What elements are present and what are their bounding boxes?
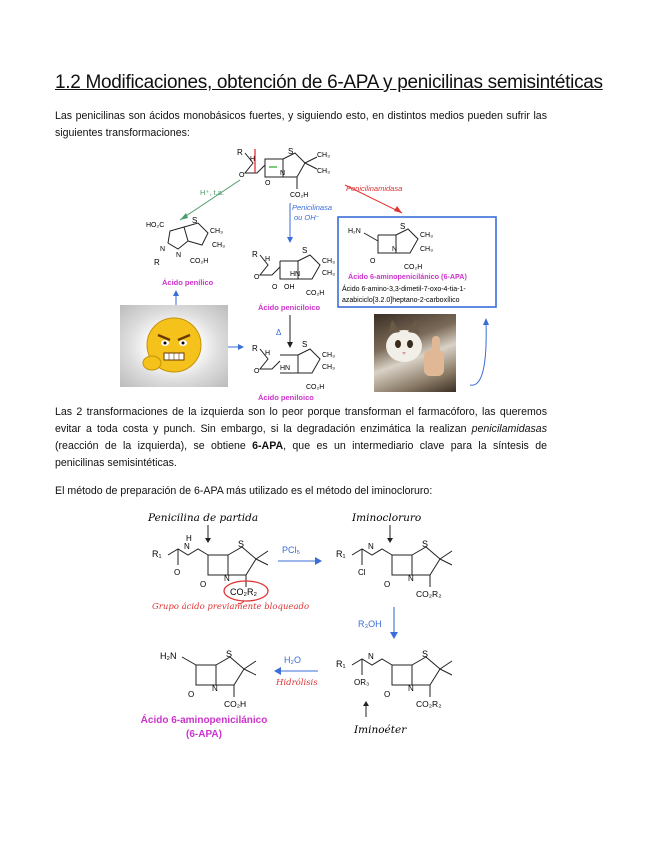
svg-text:CO₂R₂: CO₂R₂ (416, 589, 442, 599)
svg-text:Cl: Cl (358, 568, 366, 577)
apa-product-structure (160, 649, 256, 709)
reagent-hidrolisis: Hidrólisis (276, 678, 318, 688)
svg-text:N: N (392, 246, 398, 253)
svg-text:N: N (212, 684, 218, 693)
penicilloic-acid-label: Ácido peniciloico (258, 303, 321, 312)
section-title: 1.2 Modificaciones, obtención de 6-APA y penicilinas semisintéticas (55, 72, 603, 93)
svg-text:CO₂H: CO₂H (190, 258, 209, 265)
svg-text:O: O (384, 690, 391, 699)
penilloic-acid-label: Ácido peniloico (258, 393, 314, 402)
svg-text:O: O (254, 368, 260, 375)
apa-name-label: Ácido 6-aminopenicilánico (6-APA) (348, 272, 467, 281)
iminochloride-label: Iminocloruro (352, 512, 422, 524)
apa-iupac-line-2: azabiciclo[3.2.0]heptano-2-carboxílico (342, 297, 460, 304)
svg-text:CO₂H: CO₂H (224, 699, 247, 709)
svg-text:CH₃: CH₃ (420, 246, 433, 253)
svg-text:N: N (224, 574, 230, 583)
protected-acid-co2r2: CO₂R₂ (230, 587, 257, 597)
svg-text:R₁: R₁ (336, 549, 346, 559)
svg-text:CH₃: CH₃ (212, 242, 225, 249)
svg-text:S: S (302, 246, 308, 255)
svg-text:HN: HN (280, 365, 291, 372)
protected-group-label: Grupo ácido previamente bloqueado (152, 602, 310, 612)
svg-text:S: S (238, 539, 245, 549)
svg-text:O: O (200, 580, 207, 589)
svg-text:H: H (265, 256, 271, 263)
svg-text:N: N (280, 170, 286, 177)
svg-text:O: O (239, 172, 245, 179)
penilloic-acid-structure (252, 340, 335, 391)
svg-text:CH₃: CH₃ (317, 152, 330, 159)
svg-text:CH₃: CH₃ (317, 168, 330, 175)
iminoether-label: Iminoéter (354, 724, 407, 736)
svg-text:N: N (184, 542, 190, 551)
svg-text:CH₃: CH₃ (322, 258, 335, 265)
svg-text:S: S (400, 222, 406, 231)
iminochloride-scheme (140, 505, 470, 750)
svg-text:S: S (288, 147, 294, 156)
svg-text:N: N (368, 542, 374, 551)
svg-text:S: S (422, 649, 429, 659)
svg-text:O: O (174, 568, 181, 577)
svg-text:H: H (186, 534, 192, 543)
svg-text:OR₃: OR₃ (354, 678, 370, 687)
apa-iupac-line-1: Ácido 6-amino-3,3-dimetil-7-oxo-4-tia-1- (342, 286, 466, 293)
cat-thumbs-up-photo (374, 314, 456, 392)
reagent-r3oh: R₃OH (358, 619, 382, 629)
svg-text:S: S (192, 216, 198, 225)
svg-text:R: R (154, 258, 160, 267)
svg-text:R: R (252, 250, 258, 259)
svg-text:CO₂R₂: CO₂R₂ (416, 699, 442, 709)
penicilloic-acid-structure (252, 246, 335, 297)
apa-product-name: Ácido 6-aminopenicilánico (140, 715, 268, 726)
intro-paragraph: Las penicilinas son ácidos monobásicos fuertes, y siguiendo esto, en distintos medios pueden sufrir las siguientes transformaciones: (55, 110, 547, 139)
penilic-acid-structure (146, 216, 225, 267)
arrow-heat-label: Δ (276, 328, 282, 337)
svg-text:CH₃: CH₃ (322, 364, 335, 371)
svg-text:R₁: R₁ (336, 659, 346, 669)
iminoether-structure (336, 649, 452, 709)
method-paragraph: El método de preparación de 6-APA más utilizado es el método del iminocloruro: (55, 485, 433, 497)
svg-text:O: O (254, 274, 260, 281)
svg-text:CO₂H: CO₂H (404, 264, 423, 271)
svg-text:N: N (176, 252, 182, 259)
svg-text:HN: HN (290, 271, 301, 278)
arrow-base-label-1: Penicilinasa (292, 203, 333, 212)
reagent-h2o: H₂O (284, 655, 301, 665)
penicillin-structure (237, 147, 330, 199)
apa-highlight-box (338, 217, 496, 307)
arrow-enzyme-label: Penicilinamidasa (346, 184, 403, 193)
angry-emoji-image (120, 305, 228, 387)
start-penicillin-label: Penicilina de partida (148, 512, 259, 524)
svg-text:CH₃: CH₃ (322, 352, 335, 359)
svg-text:CH₃: CH₃ (210, 228, 223, 235)
svg-text:R: R (252, 344, 258, 353)
svg-text:HO₂C: HO₂C (146, 222, 165, 229)
svg-text:O: O (265, 180, 271, 187)
svg-text:H₂N: H₂N (160, 651, 177, 661)
svg-text:CH₃: CH₃ (420, 232, 433, 239)
iminochloride-structure (336, 539, 452, 599)
svg-text:OH: OH (284, 284, 295, 291)
svg-text:O: O (370, 258, 376, 265)
svg-text:N: N (408, 574, 414, 583)
svg-text:O: O (384, 580, 391, 589)
penilic-acid-label: Ácido penílico (162, 278, 214, 287)
arrow-acid-label: H⁺, t.a. (200, 188, 224, 197)
svg-text:H: H (250, 156, 256, 163)
svg-text:R: R (237, 148, 243, 157)
transformations-paragraph: Las 2 transformaciones de la izquierda son lo peor porque transforman el farmacóforo, las queremos evitar a toda costa y punch. Sin embargo, si la degradación enzimática la realizan penicilamidasas (reacción de la izquierda), se obtiene 6-APA, que es un intermediario clave para la síntesis de penicilinas semisintéticas. (55, 406, 547, 469)
svg-text:CO₂H: CO₂H (306, 384, 325, 391)
svg-text:S: S (422, 539, 429, 549)
apa-product-abbr: (6-APA) (186, 729, 222, 740)
svg-text:H: H (265, 350, 271, 357)
svg-text:CH₃: CH₃ (322, 270, 335, 277)
svg-text:O: O (188, 690, 195, 699)
svg-text:S: S (302, 340, 308, 349)
svg-text:CO₂H: CO₂H (306, 290, 325, 297)
svg-text:N: N (408, 684, 414, 693)
svg-text:N: N (160, 246, 166, 253)
arrow-base-label-2: ou OH⁻ (294, 213, 320, 222)
reagent-pcl5: PCl₅ (282, 545, 301, 555)
svg-text:S: S (226, 649, 233, 659)
svg-text:CO₂H: CO₂H (290, 192, 309, 199)
svg-text:N: N (368, 652, 374, 661)
svg-text:R₁: R₁ (152, 549, 162, 559)
svg-text:H₂N: H₂N (348, 228, 361, 235)
svg-text:O: O (272, 284, 278, 291)
